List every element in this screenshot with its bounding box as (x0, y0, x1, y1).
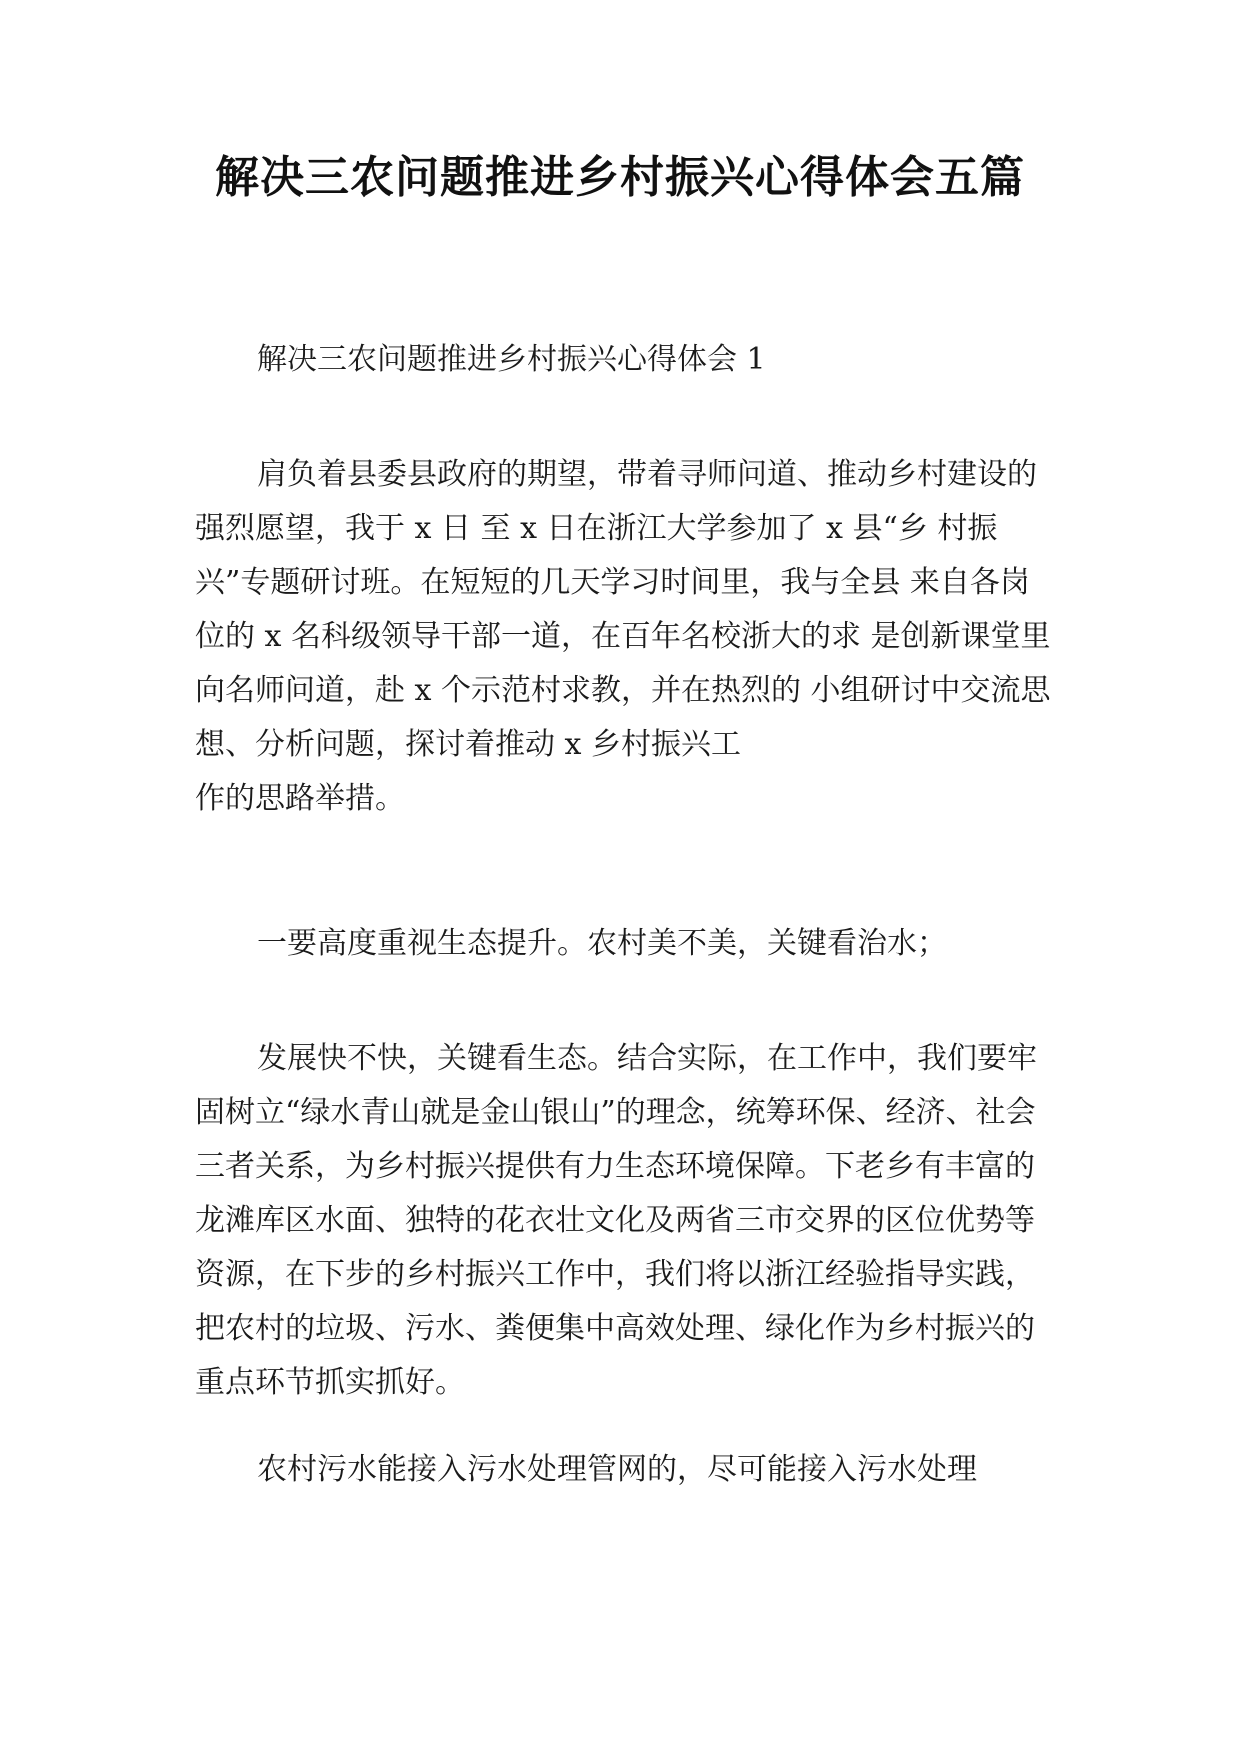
paragraph-ecology: 发展快不快，关键看生态。结合实际，在工作中，我们要牢固树立“绿水青山就是金山银山”的理念，统筹环保、经济、社会三者关系，为乡村振兴提供有力生态环境保障。下老乡有丰富的龙滩库区水面、独特的花衣壮文化及两省三市交界的区位优势等资源，在下步的乡村振兴工作中，我们将以浙江经验指导实践，把农村的垃圾、污水、粪便集中高效处理、绿化作为乡村振兴的重点环节抓实抓好。 (195, 1041, 1037, 1400)
paragraph-intro-continuation: 作的思路举措。 (195, 781, 405, 816)
paragraph-intro (195, 448, 1055, 826)
document-title: 解决三农问题推进乡村振兴心得体会五篇 (215, 152, 1025, 203)
paragraph-point-one: 一要高度重视生态提升。农村美不美，关键看治水； (257, 926, 947, 961)
section-heading: 解决三农问题推进乡村振兴心得体会 1 (257, 342, 766, 377)
paragraph-intro-main: 肩负着县委县政府的期望，带着寻师问道、推动乡村建设的强烈愿望，我于 x 日 至 x 日在浙江大学参加了 x 县“乡 村振兴”专题研讨班。在短短的几天学习时间里，我与全县 来自各岗位的 x 名科级领导干部一道，在百年名校浙大的求 是创新课堂里向名师问道，赴 x 个示范村求教，并在热烈的 小组研讨中交流思想、分析问题，探讨着推动 x 乡村振兴工 (195, 457, 1051, 762)
paragraph-sewage: 农村污水能接入污水处理管网的，尽可能接入污水处理 (257, 1452, 977, 1487)
